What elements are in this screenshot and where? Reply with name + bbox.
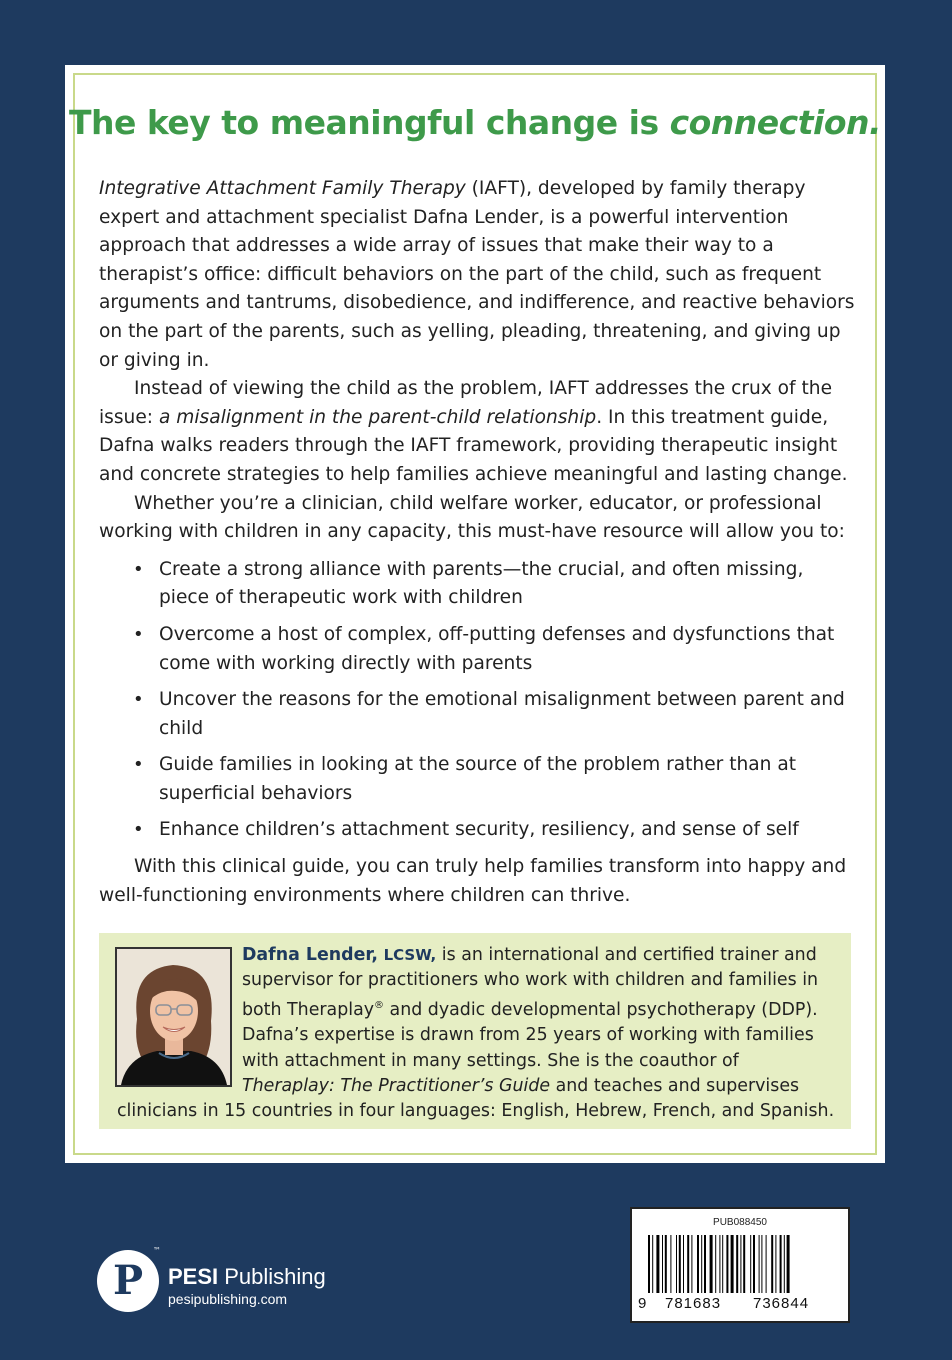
description	[99, 175, 855, 910]
author-name: Dafna Lender,	[242, 945, 379, 965]
barcode-bar	[697, 1235, 699, 1293]
bullet-icon: •	[133, 623, 144, 645]
pesi-p-icon: P	[97, 1250, 159, 1312]
barcode-bar	[743, 1235, 745, 1293]
list-item: • Create a strong alliance with parents—the crucial, and often missing, piece of therapeutic work with children	[99, 556, 855, 613]
barcode-bar	[715, 1235, 716, 1293]
back-cover-panel	[65, 65, 885, 1163]
paragraph-3: Whether you’re a clinician, child welfare worker, educator, or professional working with children in any capacity, this must-have resource will allow you to:	[99, 492, 845, 543]
author-portrait-icon	[117, 949, 230, 1085]
barcode-bar	[753, 1235, 755, 1293]
author-photo	[115, 947, 232, 1087]
barcode-bar	[701, 1235, 702, 1293]
barcode-right-digits: 736844	[753, 1295, 810, 1312]
barcode-box	[630, 1207, 850, 1323]
book-title: Theraplay: The Practitioner’s Guide	[242, 1075, 551, 1096]
barcode-bar	[761, 1235, 762, 1293]
barcode-bar	[726, 1235, 728, 1293]
list-item: • Enhance children’s attachment security, resiliency, and sense of self	[99, 816, 855, 845]
author-bio: Dafna Lender, LCSW, is an international and certified trainer and supervisor for practitioners who work with children and families in both Theraplay® and dyadic developmental psychotherapy (DDP). Dafna’s expertise is drawn from 25 years of working with families with attachment in many settings. She is the coauthor of Theraplay: The Practitioner’s Guide and teaches and supervises clinicians in 15 countries in four languages: English, Hebrew, French, and Spanish.	[99, 933, 851, 1129]
bullet-icon: •	[133, 558, 144, 580]
intro-paragraph: Integrative Attachment Family Therapy (IAFT), developed by family therapy expert and attachment specialist Dafna Lender, is a powerful intervention approach that addresses a wide array of issues that make their way to a therapist’s office: difficult behaviors on the part of the child, such as frequent arguments and tantrums, disobedience, and indifference, and reactive behaviors on the part of the parents, such as yelling, pleading, threatening, and giving up or giving in.	[99, 178, 855, 371]
barcode-bar	[784, 1235, 785, 1293]
product-code: PUB088450	[713, 1217, 767, 1228]
barcode-bar	[662, 1235, 663, 1293]
headline-emphasis: connection.	[669, 103, 882, 142]
headline: The key to meaningful change is connection.	[68, 103, 882, 142]
barcode-bar	[676, 1235, 677, 1293]
barcode-bar	[731, 1235, 734, 1293]
barcode-bar	[722, 1235, 723, 1293]
barcode-bar	[665, 1235, 667, 1293]
barcode-bar	[787, 1235, 790, 1293]
publisher-url: pesipublishing.com	[168, 1291, 288, 1307]
barcode-bar	[736, 1235, 738, 1293]
barcode-bar	[780, 1235, 782, 1293]
barcode-bar	[683, 1235, 684, 1293]
barcode-bar	[679, 1235, 681, 1293]
bullet-icon: •	[133, 754, 144, 776]
barcode-icon	[648, 1235, 836, 1297]
paragraph-2: Instead of viewing the child as the problem, IAFT addresses the crux of the issue: a misalignment in the parent-child relationship. In this treatment guide, Dafna walks readers through the IAFT framework, providing therapeutic insight and concrete strategies to help families achieve meaningful and lasting change.	[99, 378, 848, 485]
barcode-bar	[740, 1235, 741, 1293]
barcode-bar	[771, 1235, 773, 1293]
trademark-mark: ™	[153, 1246, 161, 1255]
barcode-bar	[710, 1235, 713, 1293]
bullet-icon: •	[133, 819, 144, 841]
author-credential: LCSW,	[383, 946, 437, 964]
closing-paragraph: With this clinical guide, you can truly help families transform into happy and well-functioning environments where children can thrive.	[99, 856, 847, 906]
intro-title: Integrative Attachment Family Therapy	[99, 178, 466, 199]
barcode-bar	[648, 1235, 650, 1293]
bullet-icon: •	[133, 689, 144, 711]
publisher-name: PESI Publishing	[168, 1264, 326, 1289]
list-item: • Overcome a host of complex, off-putting defenses and dysfunctions that come with working directly with parents	[99, 621, 855, 678]
barcode-lead-digit: 9	[638, 1295, 647, 1312]
barcode-bar	[652, 1235, 653, 1293]
registered-mark: ®	[374, 1000, 385, 1012]
barcode-bar	[687, 1235, 689, 1293]
barcode-bar	[766, 1235, 767, 1293]
barcode-bar	[670, 1235, 671, 1293]
barcode-bar	[691, 1235, 692, 1293]
list-item: • Uncover the reasons for the emotional misalignment between parent and child	[99, 686, 855, 743]
list-item: • Guide families in looking at the source of the problem rather than at superficial behaviors	[99, 751, 855, 808]
benefit-list	[99, 556, 855, 845]
barcode-bar	[719, 1235, 720, 1293]
barcode-bar	[704, 1235, 706, 1293]
barcode-bar	[750, 1235, 751, 1293]
barcode-bar	[759, 1235, 760, 1293]
barcode-left-digits: 781683	[665, 1295, 722, 1312]
barcode-bar	[656, 1235, 659, 1293]
barcode-bar	[775, 1235, 776, 1293]
